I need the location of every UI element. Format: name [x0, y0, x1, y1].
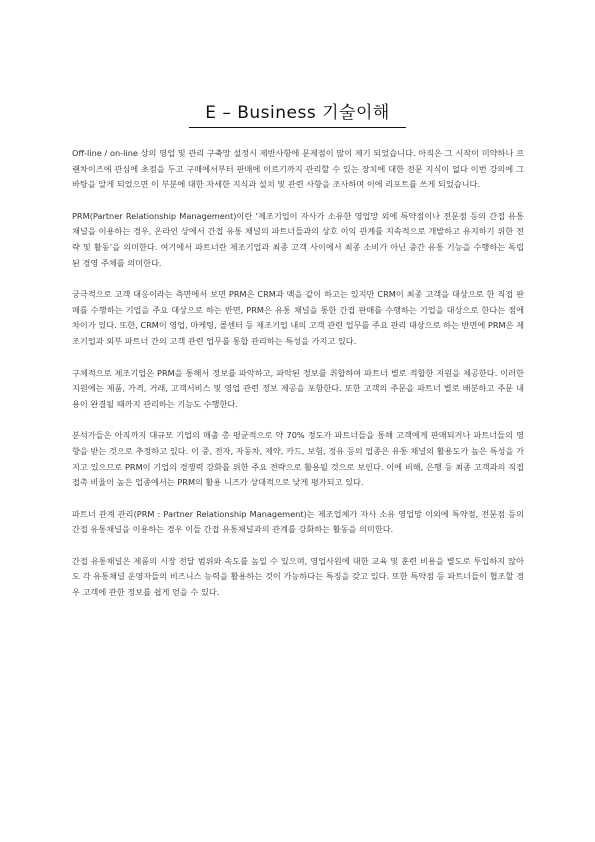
paragraph-intro: Off-line / on-line 상의 영업 및 관리 구축망 설정시 제반사항에 문제점이 많이 제기 되었습니다. 아직은 그 시작이 미약하나 프랜차이즈에 관심에 초점을 두고 구매에서부터 판매에 이르기까지 관리할 수 있는 장치에 대한 전문 지식이 없다 이번 강의에 그 바탕을 알게 되었으면 이 부분에 대한 자세한 지식과 설치 및 관련 사항을 조사하며 이에 리포트를 쓰게 되었습니다. — [72, 148, 524, 190]
paragraph-indirect-channels: 간접 유통채널은 제품의 시장 전달 범위와 속도를 높일 수 있으며, 영업사원에 대한 교육 및 훈련 비용을 별도로 투입하지 않아도 각 유통채널 운영자들의 비즈니스 능력을 활용하는 것이 가능하다는 특징을 갖고 있다. 또한 특약점 등 파트너들이 협조할 경우 고객에 관한 정보를 쉽게 얻을 수 있다. — [72, 555, 524, 598]
paragraph-prm-vs-crm: 궁극적으로 고객 대응이라는 측면에서 보면 PRM은 CRM과 맥을 같이 하고는 있지만 CRM이 최종 고객을 대상으로 한 직접 판매를 수행하는 기업을 주요 대상으로 하는 반면, PRM은 유통 채널을 통한 간접 판매를 수행하는 기업을 대상으로 한다는 점에 차이가 있다. 또한, CRM이 영업, 마케팅, 콜센터 등 제조기업 내의 고객 관련 업무를 주요 관리 대상으로 하는 반면에 PRM은 제조기업과 외부 파트너 간의 고객 관련 업무를 통합 관리하는 특성을 가지고 있다. — [72, 289, 524, 346]
paragraph-analysts: 분석가들은 아직까지 대규모 기업의 매출 총 평균적으로 약 70% 정도가 파트너들을 통해 고객에게 판매되거나 파트너들의 영향을 받는 것으로 추정하고 있다. 이 중, 전자, 자동차, 제약, 카드, 보험, 정유 등의 업종은 유통 채널의 활용도가 높은 특성을 가지고 있으므로 PRM이 기업의 경쟁력 강화를 위한 주요 전략으로 활용될 것으로 보인다. 이에 비해, 은행 등 최종 고객과의 직접 접촉 비율이 높은 업종에서는 PRM의 활용 니즈가 상대적으로 낮게 평가되고 있다. — [72, 430, 524, 488]
document-body — [72, 146, 524, 617]
document-title: E – Business 기술이해 — [189, 98, 406, 128]
title-container — [0, 98, 595, 128]
paragraph-partner-relationship: 파트너 관계 관리(PRM : Partner Relationship Management)는 제조업체가 자사 소유 영업망 이외에 특약점, 전문점 등의 간접 유통채널을 이용하는 경우 이들 간접 유통채널과의 관계를 강화하는 활동을 의미한다. — [72, 508, 524, 535]
paragraph-prm-definition: PRM(Partner Relationship Management)이란 ‘제조기업이 자사가 소유한 영업망 외에 특약점이나 전문점 등의 간접 유통 채널을 이용하는 경우, 온라인 상에서 간접 유통 채널의 파트너들과의 상호 이익 관계를 지속적으로 개발하고 유지하기 위한 전략 및 활동’을 의미한다. 여기에서 파트너란 제조기업과 최종 고객 사이에서 최종 소비가 아닌 중간 유통 기능을 수행하는 독립된 경영 주체를 의미한다. — [72, 210, 524, 268]
paragraph-prm-functions: 구체적으로 제조기업은 PRM을 통해서 정보를 파악하고, 파악된 정보를 취합하여 파트너 별로 적합한 지원을 제공한다. 이러한 지원에는 제품, 가격, 거래, 고객서비스 및 영업 관련 정보 제공을 포함한다. 또한 고객의 주문을 파트너 별로 배분하고 주문 내용이 완결될 때까지 관리하는 기능도 수행한다. — [72, 367, 524, 409]
